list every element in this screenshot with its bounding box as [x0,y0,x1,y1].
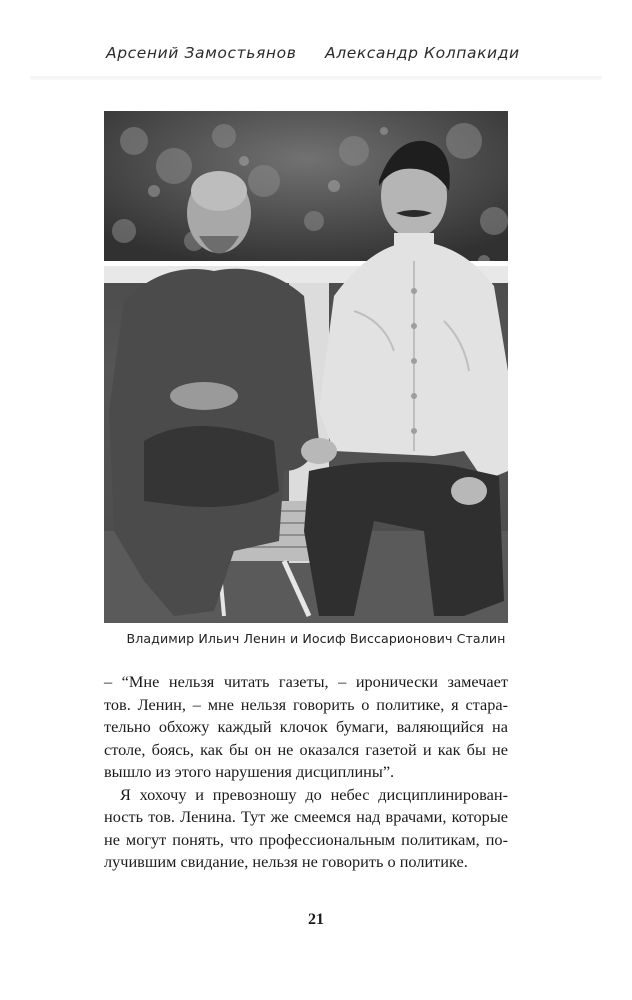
text-line: столе, боясь, как бы он не оказался газетой и как бы не [104,739,508,759]
text-line: – “Мне нельзя читать газеты, – иронически замечает [104,672,508,691]
author-left: Арсений Замостьянов [106,44,297,62]
text-line: вышло из этого нарушения дисциплины”. [104,762,395,781]
text-line: лучившим свидание, нельзя не говорить о политике. [104,852,468,871]
text-line: тельно обхожу каждый клочок бумаги, валяющийся на [104,717,508,736]
author-right: Александр Колпакиди [325,44,520,62]
body-text [104,671,508,874]
text-line: не могут понять, что профессиональным политикам, по- [104,829,508,849]
text-line: ность тов. Ленина. Тут же смеемся над врачами, которые [104,807,508,826]
text-line: тов. Ленин, – мне нельзя говорить о политике, я стара- [104,694,508,714]
text-line: Я хохочу и превозношу до небес дисциплинирован- [120,784,508,804]
photograph [104,111,508,623]
header-rule [30,76,602,80]
page-number: 21 [308,911,324,928]
photo-caption: Владимир Ильич Ленин и Иосиф Виссарионович Сталин [126,631,506,646]
running-head [0,44,632,68]
